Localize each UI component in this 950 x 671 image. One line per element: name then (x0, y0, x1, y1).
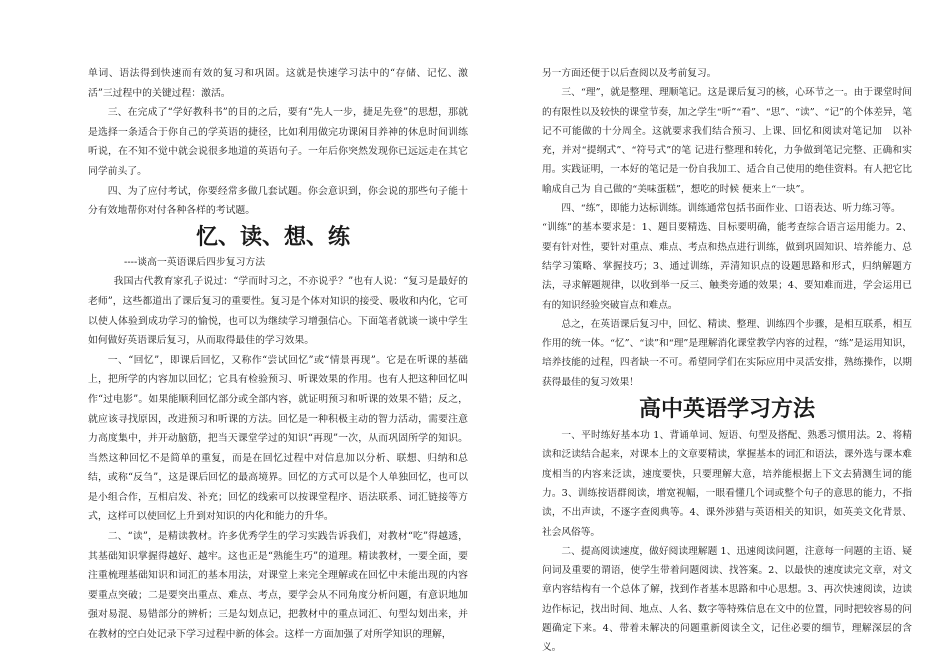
paragraph: 一、平时练好基本功 1、背诵单词、短语、句型及搭配、熟悉习惯用法。2、将精读和泛读结合起来，对课本上的文章要精读，掌握基本的词汇和语法，课外选与课本难度相当的内容来泛读，速度要快，只要理解大意，培养能根据上下文去猜测生词的能力。3、训练按语群阅读，增宽视幅，一眼看懂几个词或整个句子的意思的能力，不指读，不出声读，不逐字查阅典等。4、课外涉猎与英语相关的知识，如英美文化背景、社会风俗等。 (542, 430, 912, 538)
paragraph: 三、在完成了“学好教科书”的目的之后，要有“先人一步，捷足先登”的思想，那就是选择一条适合于你自己的学英语的捷径，比如利用做完功课闲目养神的休息时间训练听说，在不知不觉中就会说很多地道的英语句子。一年后你突然发现你已远远走在其它同学前头了。 (88, 107, 468, 177)
article-title: 忆、读、想、练 (195, 223, 350, 250)
paragraph: 总之，在英语课后复习中，回忆、精读、整理、训练四个步骤，是相互联系，相互作用的统一体。“忆”、“读”和“理”是理解消化课堂教学内容的过程，“练”是运用知识，培养技能的过程，四者缺一不可。希望同学们在实际应用中灵活安排，熟练操作，以期获得最佳的复习效果！ (542, 318, 912, 388)
paragraph: 二、提高阅读速度，做好阅读理解题 1、迅速阅读问题，注意每一问题的主语、疑问词及重要的谓语，使学生带着问题阅读、找答案。2、以最快的速度读完文章，对文章内容结构有一个总体了解，找到作者基本思路和中心思想。3、再次快速阅读，边读边作标记，找出时间、地点、人名、数字等特殊信息在文中的位置，同时把较容易的问题确定下来。4、带着未解决的问题重新阅读全文，记住必要的细节，理解深层的含义。 (542, 545, 912, 654)
paragraph: 四、为了应付考试，你要经常多做几套试题。你会意识到，你会说的那些句子能十分有效地帮你对付各种各样的考试题。 (88, 185, 468, 217)
paragraph: 四、“练”，即能力达标训练。训练通常包括书面作业、口语表达、听力练习等。 (561, 203, 901, 215)
paragraph: 单词、语法得到快速而有效的复习和巩固。这就是快速学习法中的“存储、记忆、激活”三过程中的关键过程：激活。 (88, 68, 468, 99)
left-column (88, 64, 468, 645)
paragraph: 二、“读”，是精读教材。许多优秀学生的学习实践告诉我们，对教材“吃”得越透，其基础知识掌握得越好、越牢。这也正是“熟能生巧”的道理。精读教材，一要全面，要注重梳理基础知识和词汇的基本用法，对课堂上来完全理解或在回忆中未能出现的内容要重点突破；二是要突出重点、难点、考点，要学会从不同角度分析问题，有意识地加强对易混、易错部分的辨析；三是勾划点记，把教材中的重点词汇、句型勾划出来，并在教材的空白处记录下学习过程中新的体会。这样一方面加强了对所学知识的理解， (88, 531, 468, 641)
right-column (542, 64, 912, 658)
paragraph: “训练”的基本要求是：1、题目要精选、目标要明确，能考查综合语言运用能力。2、要有针对性，要针对重点、难点、考点和热点进行训练，做到巩固知识、培养能力、总结学习策略、掌握技巧；3、通过训练，弄清知识点的设题思路和形式，归纳解题方法，寻求解题规律，以收到举一反三、触类旁通的效果；4、要知难而进，学会运用已有的知识经验突破盲点和难点。 (542, 222, 912, 311)
paragraph: 我国古代教育家孔子说过：“学而时习之，不亦说乎？”也有人说：“复习是最好的老师”，这些都道出了课后复习的重要性。复习是个体对知识的接受、吸收和内化，它可以使人体验到成功学习的愉悦，也可以为继续学习增强信心。下面笔者就谈一谈中学生如何做好英语课后复习，从而取得最佳的学习效果。 (88, 276, 468, 347)
article-subtitle: ----谈高一英语课后四步复习方法 (124, 256, 266, 268)
paragraph: 另一方面还便于以后查阅以及考前复习。 (542, 68, 717, 79)
paragraph: 三、“理”，就是整理、理顺笔记。这是课后复习的核，心环节之一。由于课堂时间的有限性以及较快的课堂节奏，加之学生“听”“看”、“思”、“读”、“记”的个体差异，笔记不可能做的十分周全。这就要求我们结合预习、上课、回忆和阅读对笔记加 以补充，并对“提纲式”、“符号式”的笔 记进行整理和转化，力争做到笔记完整、正确和实用。实践证明，一本好的笔记是一份自我加工、适合自己使用的绝佳资料。有人把它比喻成自己为 自己做的“美味蛋糕”，想吃的时候 便来上“一块”。 (542, 87, 912, 195)
paragraph: 一、“回忆”，即课后回忆，又称作“尝试回忆”或“情景再现”。它是在听课的基础上，把所学的内容加以回忆；它具有检验预习、听课效果的作用。也有人把这种回忆叫作“过电影”。如果能顺利回忆部分或全部内容，就证明预习和听课的效果不错；反之，就应该寻找原因，改进预习和听课的方法。回忆是一种积极主动的智力活动，需要注意力高度集中，并开动脑筋，把当天课堂学过的知识“再现”一次，从而巩固所学的知识。当然这种回忆不是简单的重复，而是在回忆过程中对信息加以分析、联想、归纳和总结，或称“反刍”，这是课后回忆的最高境界。回忆的方式可以是个人单独回忆，也可以是小组合作，互相启发、补充；回忆的线索可以按课堂程序、语法联系、词汇链接等方式，这样可以使回忆上升到对知识的内化和能力的升华。 (88, 354, 468, 523)
article-title: 高中英语学习方法 (638, 396, 815, 423)
